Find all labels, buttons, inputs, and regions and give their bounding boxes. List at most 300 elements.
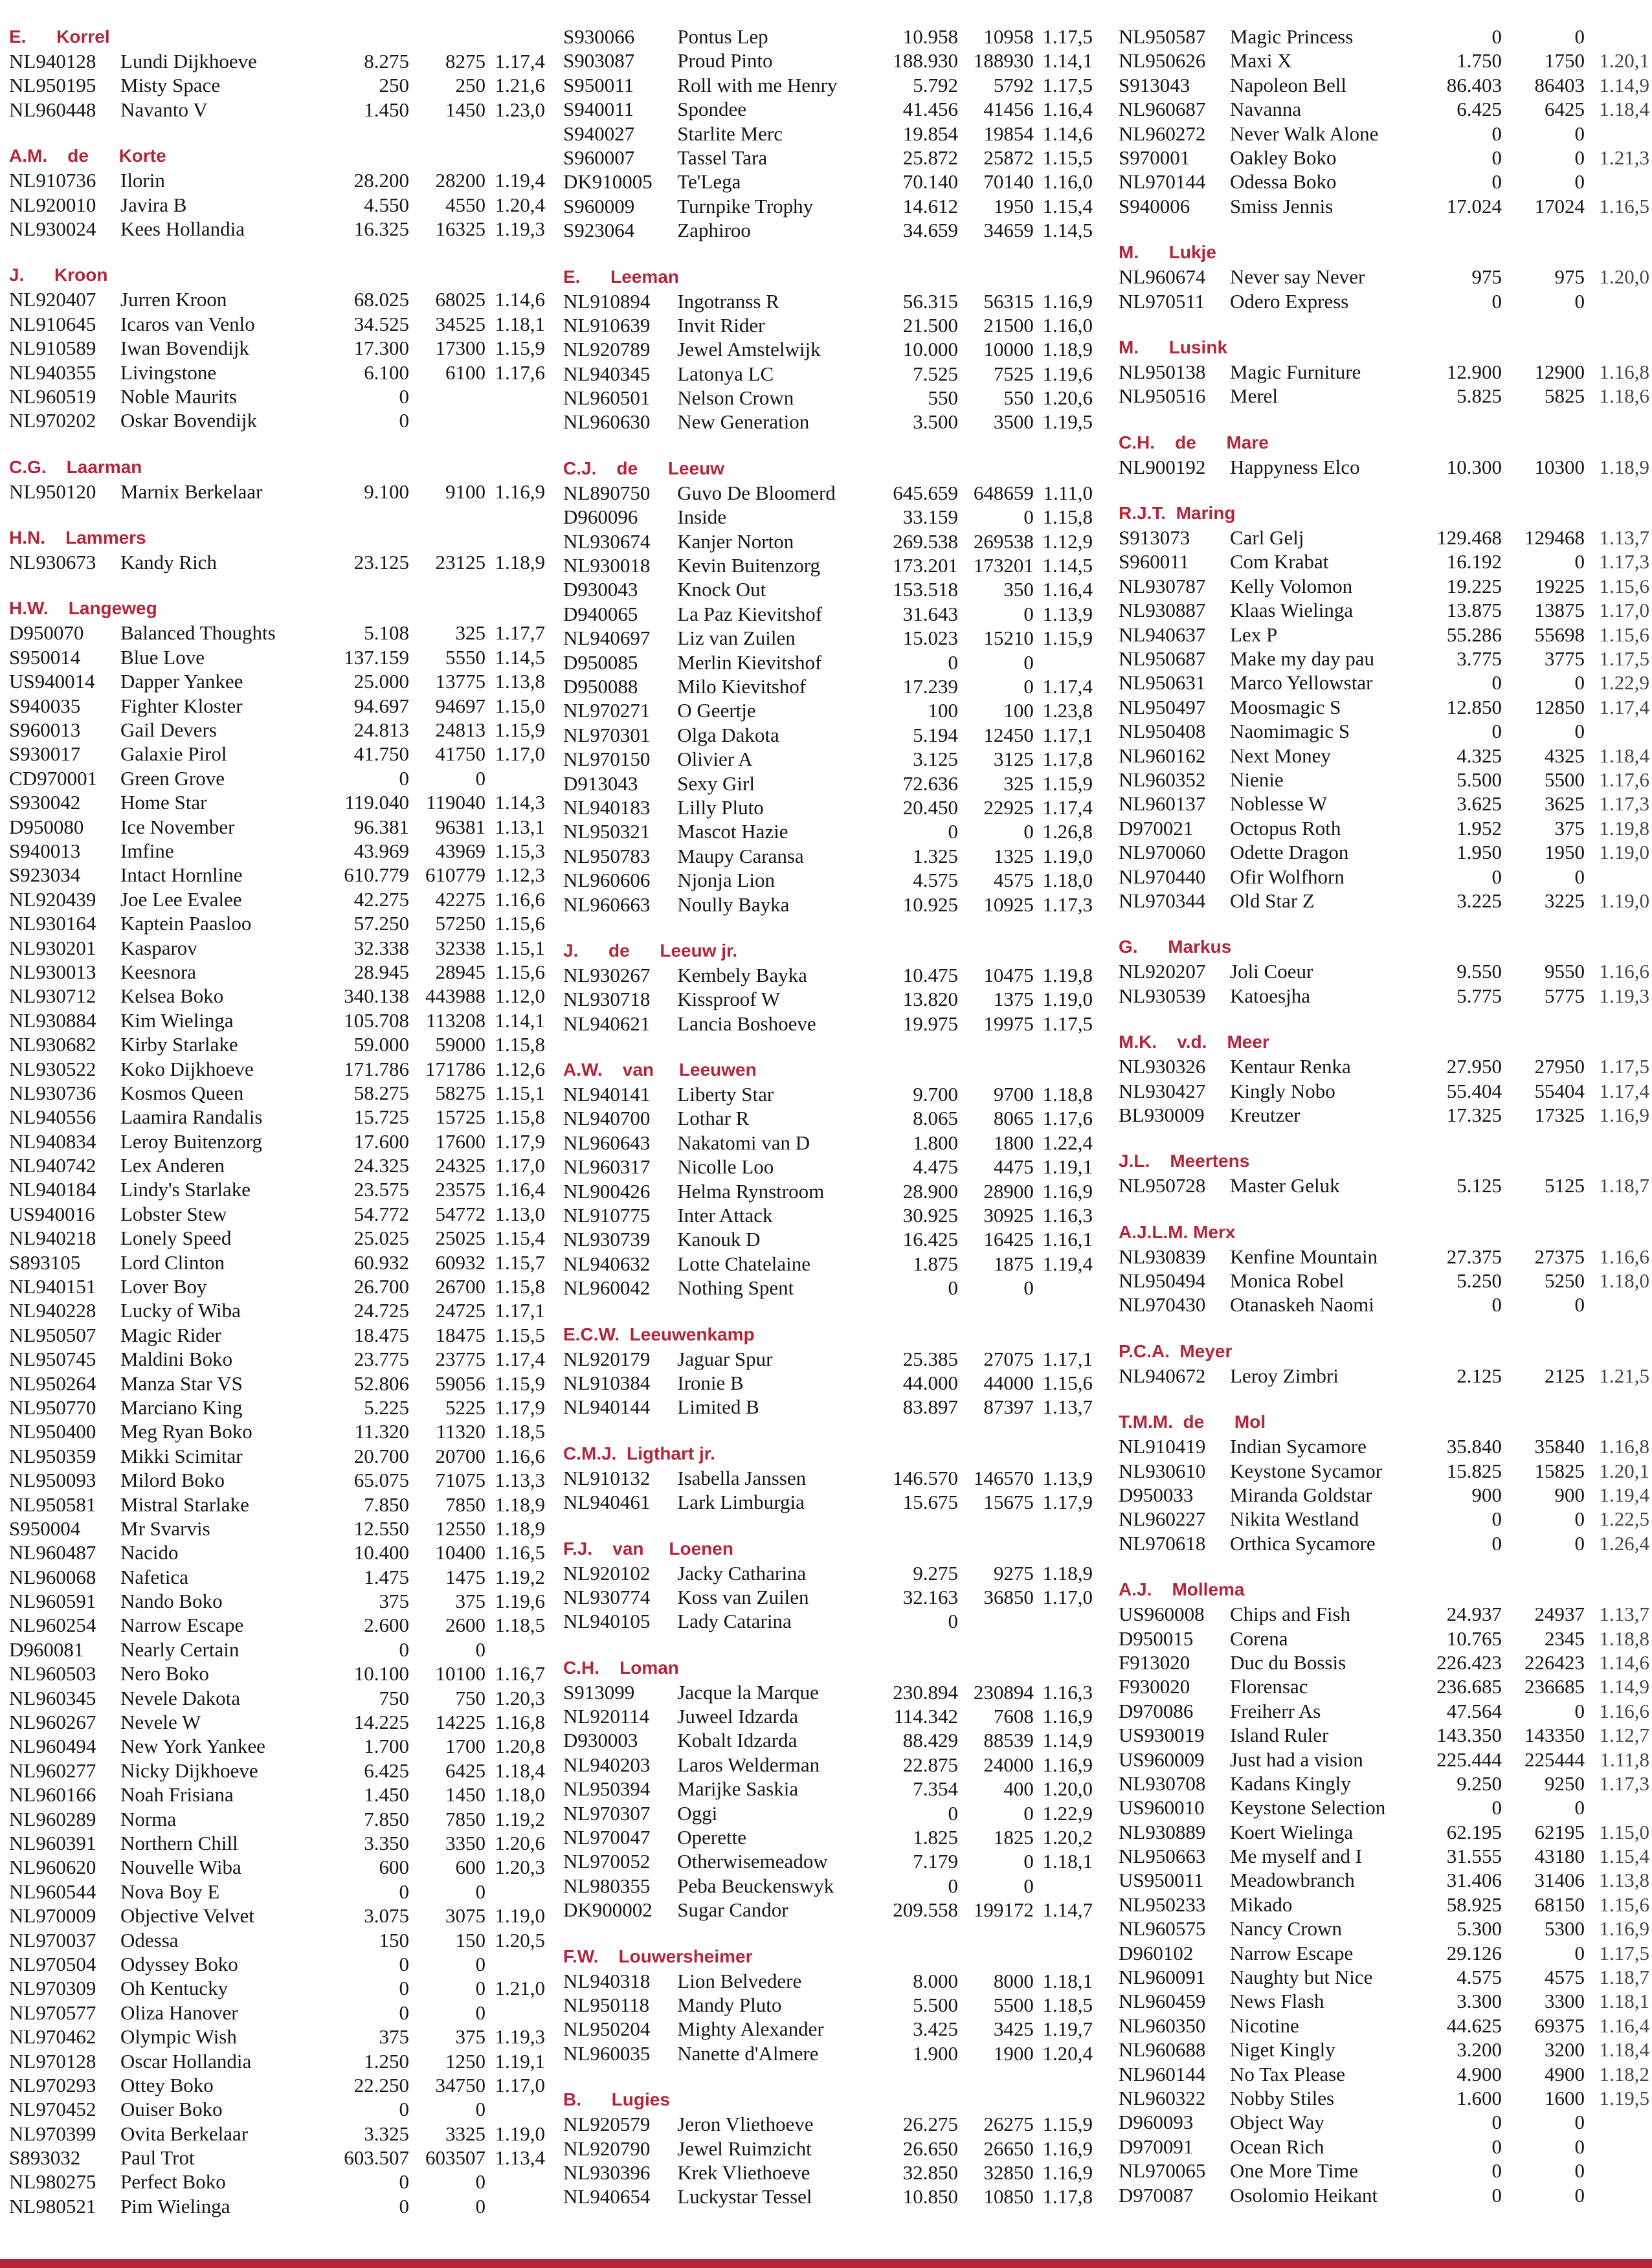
table-row (563, 1131, 1093, 1155)
table-row (9, 550, 545, 574)
earnings-total: 375 (455, 2025, 486, 2049)
earnings: 2.600 (364, 1614, 409, 1637)
registration-id: NL930712 (9, 984, 96, 1008)
earnings-total: 3225 (1545, 889, 1585, 912)
owner-name: H.N. Lammers (9, 528, 146, 548)
earnings-total: 0 (475, 1638, 486, 1661)
registration-id: NL920207 (1119, 960, 1206, 983)
earnings: 1.952 (1457, 816, 1502, 839)
registration-id: NL910645 (9, 312, 96, 335)
horse-name: Miranda Goldstar (1230, 1484, 1372, 1507)
record-time: 1.14,5 (1042, 219, 1093, 242)
earnings-total: 443988 (425, 984, 486, 1008)
record-time: 1.19,7 (1042, 2018, 1093, 2041)
earnings: 5.775 (1457, 984, 1502, 1007)
table-row (1119, 623, 1649, 647)
earnings-total: 23125 (435, 551, 486, 574)
registration-id: D960096 (563, 506, 638, 529)
table-row (563, 529, 1093, 553)
earnings: 57.250 (353, 912, 409, 935)
registration-id: NL910894 (563, 289, 651, 313)
table-row (1119, 1602, 1649, 1626)
record-time: 1.19,8 (1042, 963, 1093, 986)
table-row (563, 2161, 1093, 2185)
registration-id: US940016 (9, 1202, 95, 1225)
horse-name: Kevin Buitenzorg (677, 554, 820, 577)
registration-id: NL930539 (1119, 984, 1206, 1007)
record-time: 1.15,4 (1599, 1845, 1649, 1868)
earnings: 236.685 (1436, 1675, 1502, 1698)
record-time: 1.16,0 (1042, 170, 1093, 194)
table-row (1119, 671, 1649, 695)
table-row (1119, 2183, 1649, 2207)
record-time (486, 2001, 545, 2025)
earnings: 1.450 (364, 98, 409, 121)
record-time: 1.15,9 (1042, 2113, 1093, 2136)
earnings-total: 3425 (993, 2018, 1034, 2041)
earnings: 54.772 (353, 1202, 409, 1225)
horse-name: Icaros van Venlo (120, 312, 255, 335)
horse-name: Objective Velvet (120, 1904, 254, 1928)
table-row (9, 669, 545, 693)
earnings: 10.475 (902, 963, 959, 986)
earnings-total: 5500 (1545, 768, 1585, 791)
registration-id: NL930839 (1119, 1245, 1206, 1268)
table-row (9, 694, 545, 718)
record-time: 1.17,5 (1042, 73, 1093, 96)
earnings: 0 (948, 1874, 959, 1897)
earnings-total: 3200 (1545, 2038, 1585, 2062)
earnings: 33.159 (902, 506, 959, 529)
earnings-total: 1950 (1545, 841, 1585, 864)
registration-id: NL970047 (563, 1826, 651, 1849)
table-row (9, 2146, 545, 2170)
earnings: 9.100 (364, 480, 409, 503)
table-row (9, 1468, 545, 1492)
table-row (563, 1609, 1093, 1633)
record-time: 1.16,4 (1599, 2014, 1649, 2037)
record-time: 1.18,7 (1599, 1966, 1649, 1989)
table-row (563, 1276, 1093, 1300)
earnings-total: 96381 (435, 815, 486, 838)
record-time: 1.18,4 (495, 1759, 545, 1782)
owner-name: A.W. van Leeuwen (563, 1060, 757, 1080)
horse-name: Nancy Crown (1230, 1917, 1343, 1940)
table-row (9, 839, 545, 863)
horse-name: Nikita Westland (1230, 1507, 1359, 1531)
earnings-total: 71075 (435, 1469, 486, 1492)
horse-name: Tassel Tara (677, 146, 768, 169)
record-time: 1.20,0 (1042, 1777, 1093, 1801)
earnings: 16.192 (1446, 550, 1502, 573)
horse-name: Odero Express (1230, 289, 1349, 313)
horse-name: Lobster Stew (120, 1202, 227, 1225)
record-time: 1.19,0 (495, 1904, 545, 1928)
table-row (9, 1419, 545, 1443)
earnings: 8.275 (364, 50, 409, 72)
earnings: 3.200 (1457, 2038, 1502, 2062)
earnings: 269.538 (893, 529, 959, 553)
table-row (563, 698, 1093, 722)
record-time: 1.17,0 (1599, 599, 1649, 622)
record-time: 1.20,3 (495, 1856, 545, 1879)
horse-name: Odette Dragon (1230, 841, 1349, 864)
earnings-total: 5300 (1545, 1917, 1585, 1940)
registration-id: NL960317 (563, 1155, 651, 1179)
earnings: 68.025 (353, 288, 409, 311)
record-time (1585, 719, 1649, 743)
horse-name: Mistral Starlake (120, 1493, 249, 1516)
registration-id: D930043 (563, 578, 638, 601)
record-time (1585, 122, 1649, 146)
horse-name: Leroy Buitenzorg (120, 1129, 262, 1153)
column-1 (9, 25, 545, 2240)
record-time: 1.14,3 (495, 791, 545, 814)
horse-name: Nevele Dakota (120, 1686, 241, 1709)
horse-name: Mr Svarvis (120, 1517, 210, 1540)
table-row (1119, 1627, 1649, 1651)
earnings-total: 10850 (983, 2185, 1034, 2208)
record-time: 1.20,0 (1599, 265, 1649, 289)
earnings-total: 57250 (435, 912, 486, 935)
horse-name: Guvo De Bloomerd (677, 481, 836, 504)
horse-name: Chips and Fish (1230, 1603, 1351, 1626)
registration-id: NL960620 (9, 1856, 96, 1879)
table-row (9, 98, 545, 122)
record-time: 1.17,5 (1599, 1055, 1649, 1078)
table-row (9, 1783, 545, 1807)
earnings-total: 26275 (983, 2113, 1034, 2136)
table-row (9, 1008, 545, 1032)
earnings: 1.750 (1457, 49, 1502, 72)
registration-id: NL940184 (9, 1178, 96, 1201)
registration-id: NL960350 (1119, 2014, 1206, 2037)
table-row (9, 1032, 545, 1056)
record-time: 1.13,7 (1599, 1603, 1649, 1626)
table-row (1119, 959, 1649, 983)
earnings: 13.875 (1446, 599, 1502, 622)
earnings: 340.138 (344, 984, 409, 1008)
table-row (563, 337, 1093, 361)
horse-name: Freiherr As (1230, 1699, 1321, 1722)
earnings: 23.775 (353, 1348, 409, 1371)
earnings: 9.250 (1457, 1772, 1502, 1795)
registration-id: US960008 (1119, 1603, 1205, 1626)
registration-id: NL960448 (9, 98, 96, 121)
horse-name: Perfect Boko (120, 2170, 226, 2194)
earnings-total: 236685 (1524, 1675, 1585, 1698)
registration-id: NL920790 (563, 2137, 651, 2160)
registration-id: D950033 (1119, 1484, 1194, 1507)
owner-name: J. de Leeuw jr. (563, 940, 738, 961)
record-time (486, 1638, 545, 1662)
table-row (1119, 289, 1649, 313)
registration-id: NL970144 (1119, 170, 1206, 194)
registration-id: NL960144 (1119, 2062, 1206, 2085)
earnings: 44.625 (1446, 2014, 1502, 2037)
earnings: 4.550 (364, 193, 409, 216)
earnings: 20.450 (902, 795, 959, 819)
registration-id: NL960137 (1119, 792, 1206, 816)
record-time: 1.20,6 (1042, 386, 1093, 410)
table-row (563, 626, 1093, 650)
earnings: 3.625 (1457, 792, 1502, 816)
horse-name: Lion Belvedere (677, 1969, 802, 1992)
table-row (9, 480, 545, 504)
registration-id: NL960494 (9, 1735, 96, 1758)
table-row (9, 1759, 545, 1783)
table-row (9, 863, 545, 887)
registration-id: NL960643 (563, 1131, 651, 1154)
table-row (563, 1155, 1093, 1179)
registration-id: NL930708 (1119, 1772, 1206, 1795)
registration-id: S950011 (563, 73, 634, 96)
record-time: 1.16,8 (1599, 1435, 1649, 1458)
earnings-total: 27075 (983, 1347, 1034, 1370)
earnings: 6.100 (364, 361, 409, 384)
registration-id: NL970307 (563, 1801, 651, 1825)
record-time (486, 408, 545, 432)
horse-name: One More Time (1230, 2159, 1359, 2183)
earnings: 10.000 (902, 338, 959, 361)
record-time: 1.18,9 (1599, 455, 1649, 478)
horse-name: Carl Gelj (1230, 526, 1304, 550)
table-row (9, 1395, 545, 1419)
earnings: 1.800 (913, 1131, 959, 1154)
table-row (563, 1466, 1093, 1490)
table-row (1119, 816, 1649, 840)
horse-name: Navanto V (120, 98, 208, 121)
earnings: 0 (399, 1977, 409, 2000)
earnings: 42.275 (353, 887, 409, 911)
earnings-total: 1825 (993, 1826, 1034, 1849)
horse-name: Laros Welderman (677, 1753, 820, 1776)
earnings: 0 (1491, 1507, 1502, 1531)
earnings: 55.286 (1446, 623, 1502, 646)
earnings-total: 7850 (445, 1493, 486, 1516)
table-row (9, 408, 545, 432)
horse-name: Koko Dijkhoeve (120, 1057, 254, 1080)
earnings: 58.925 (1446, 1893, 1502, 1916)
record-time: 1.17,4 (1042, 674, 1093, 698)
horse-name: Mikado (1230, 1893, 1293, 1916)
table-row (9, 621, 545, 645)
registration-id: NL980355 (563, 1874, 651, 1897)
earnings: 41.750 (353, 742, 409, 766)
table-row (1119, 889, 1649, 913)
registration-id: NL960459 (1119, 1990, 1206, 2013)
earnings-total: 30925 (983, 1204, 1034, 1227)
earnings: 56.315 (902, 289, 959, 313)
record-time: 1.18,2 (1599, 2062, 1649, 2085)
registration-id: NL920407 (9, 288, 96, 311)
horse-name: Corena (1230, 1627, 1288, 1650)
earnings-total: 10100 (435, 1662, 486, 1685)
earnings: 2.125 (1457, 1364, 1502, 1387)
earnings-total: 0 (1574, 1507, 1585, 1531)
owner-group (1119, 1030, 1649, 1127)
record-time: 1.18,4 (1599, 2038, 1649, 2062)
horse-name: Luckystar Tessel (677, 2185, 812, 2208)
table-row (9, 1638, 545, 1662)
table-row (563, 1849, 1093, 1873)
earnings: 1.900 (913, 2041, 959, 2065)
record-time: 1.14,7 (1042, 1898, 1093, 1922)
table-row (9, 984, 545, 1008)
table-row (1119, 526, 1649, 550)
table-row (563, 844, 1093, 868)
registration-id: S960011 (1119, 550, 1190, 573)
registration-id: NL950359 (9, 1444, 96, 1467)
record-time: 1.20,6 (495, 1832, 545, 1854)
horse-name: Intact Hornline (120, 863, 243, 887)
table-row (9, 887, 545, 911)
record-time: 1.11,0 (1043, 481, 1093, 504)
table-row (1119, 2038, 1649, 2062)
registration-id: NL940345 (563, 362, 651, 385)
record-time: 1.13,9 (1042, 1466, 1093, 1489)
registration-id: NL960042 (563, 1276, 651, 1300)
record-time: 1.16,5 (1599, 194, 1649, 217)
table-row (9, 1976, 545, 2000)
record-time: 1.17,0 (495, 2073, 545, 2096)
horse-name: Oliza Hanover (120, 2001, 238, 2024)
table-row (1119, 1269, 1649, 1293)
table-row (9, 1855, 545, 1879)
earnings: 0 (1491, 2183, 1502, 2207)
record-time: 1.16,3 (1042, 1680, 1093, 1704)
horse-name: Marciano King (120, 1395, 243, 1419)
table-row (563, 1753, 1093, 1777)
earnings-total: 230894 (973, 1680, 1034, 1704)
earnings: 5.194 (913, 723, 959, 746)
earnings-total: 24325 (435, 1154, 486, 1177)
earnings: 0 (948, 820, 959, 843)
earnings-total: 27375 (1534, 1245, 1585, 1268)
owner-group (9, 263, 545, 432)
horse-name: Ovita Berkelaar (120, 2122, 249, 2145)
table-row (563, 1082, 1093, 1106)
earnings-total: 0 (475, 766, 486, 790)
table-row (563, 362, 1093, 386)
record-time: 1.22,4 (1042, 1131, 1093, 1154)
earnings-total: 100 (1003, 699, 1034, 722)
registration-id: NL940697 (563, 627, 651, 650)
earnings-total: 0 (1023, 1874, 1034, 1897)
registration-id: NL910775 (563, 1204, 651, 1227)
table-row (9, 2122, 545, 2146)
registration-id: S913099 (563, 1680, 635, 1704)
record-time: 1.19,0 (1599, 889, 1649, 912)
earnings-total: 24937 (1534, 1603, 1585, 1626)
earnings: 12.900 (1446, 360, 1502, 383)
earnings: 3.075 (364, 1904, 409, 1928)
registration-id: D950080 (9, 815, 84, 838)
earnings: 4.575 (1457, 1966, 1502, 1989)
earnings-total: 1700 (445, 1735, 486, 1758)
record-time: 1.20,1 (1599, 49, 1649, 72)
horse-name: Manza Star VS (120, 1372, 243, 1395)
record-time: 1.15,4 (495, 1227, 545, 1250)
earnings-total: 16325 (435, 217, 486, 240)
record-time: 1.15,8 (1042, 506, 1093, 529)
table-row (9, 2073, 545, 2097)
earnings: 41.456 (902, 98, 959, 121)
registration-id: NL930610 (1119, 1459, 1206, 1482)
earnings: 3.350 (364, 1832, 409, 1854)
earnings: 58.275 (353, 1081, 409, 1104)
registration-id: D930003 (563, 1729, 638, 1752)
record-time: 1.18,5 (495, 1614, 545, 1637)
registration-id: D950088 (563, 674, 638, 698)
horse-name: Kembely Bayka (677, 963, 807, 986)
horse-name: Narrow Escape (1230, 1941, 1354, 1964)
record-time: 1.14,6 (495, 288, 545, 311)
record-time: 1.18,1 (1042, 1969, 1093, 1992)
earnings: 17.600 (353, 1129, 409, 1153)
horse-name: Imfine (120, 839, 174, 862)
earnings: 0 (399, 2194, 409, 2218)
earnings-total: 24000 (983, 1753, 1034, 1776)
table-row (563, 795, 1093, 819)
owner-name: A.M. de Korte (9, 146, 166, 166)
record-time (1585, 865, 1649, 889)
horse-name: Mascot Hazie (677, 820, 788, 843)
earnings-total: 12850 (1534, 695, 1585, 718)
horse-name: Lancia Boshoeve (677, 1012, 816, 1035)
earnings: 9.700 (913, 1083, 959, 1106)
earnings-total: 5792 (993, 73, 1034, 96)
registration-id: S913073 (1119, 526, 1190, 550)
earnings: 11.320 (354, 1420, 409, 1443)
owner-group (1119, 935, 1649, 1008)
earnings-total: 19854 (983, 122, 1034, 145)
record-time: 1.23,8 (1042, 699, 1093, 722)
earnings-total: 8000 (993, 1969, 1034, 1992)
horse-name: Pontus Lep (677, 25, 768, 48)
record-time: 1.16,9 (1042, 1705, 1093, 1728)
earnings-total: 0 (1574, 122, 1585, 145)
horse-name: Olympic Wish (120, 2025, 237, 2049)
table-row (9, 1105, 545, 1129)
earnings: 13.820 (902, 988, 959, 1011)
record-time: 1.16,8 (495, 1711, 545, 1734)
horse-name: Leroy Zimbri (1230, 1364, 1339, 1387)
earnings-total: 17024 (1534, 194, 1585, 217)
registration-id: D960081 (9, 1638, 84, 1661)
table-row (1119, 1796, 1649, 1819)
page-bottom-bar (0, 2259, 1652, 2268)
earnings-total: 6100 (445, 361, 486, 384)
horse-name: Jurren Kroon (120, 288, 227, 311)
earnings-total: 0 (1023, 674, 1034, 698)
registration-id: NL960272 (1119, 122, 1206, 145)
table-row (563, 1728, 1093, 1752)
horse-name: Lark Limburgia (677, 1491, 805, 1514)
table-row (1119, 2014, 1649, 2038)
record-time: 1.19,1 (495, 2049, 545, 2073)
earnings-total: 975 (1554, 265, 1585, 289)
table-row (9, 73, 545, 97)
earnings: 60.932 (353, 1251, 409, 1274)
table-row (9, 287, 545, 311)
table-row (563, 1012, 1093, 1036)
earnings: 5.500 (1457, 768, 1502, 791)
registration-id: NL970150 (563, 748, 651, 771)
horse-name: Keystone Sycamor (1230, 1459, 1383, 1482)
owner-name: M.K. v.d. Meer (1119, 1032, 1269, 1052)
registration-id: NL970309 (9, 1977, 96, 2000)
